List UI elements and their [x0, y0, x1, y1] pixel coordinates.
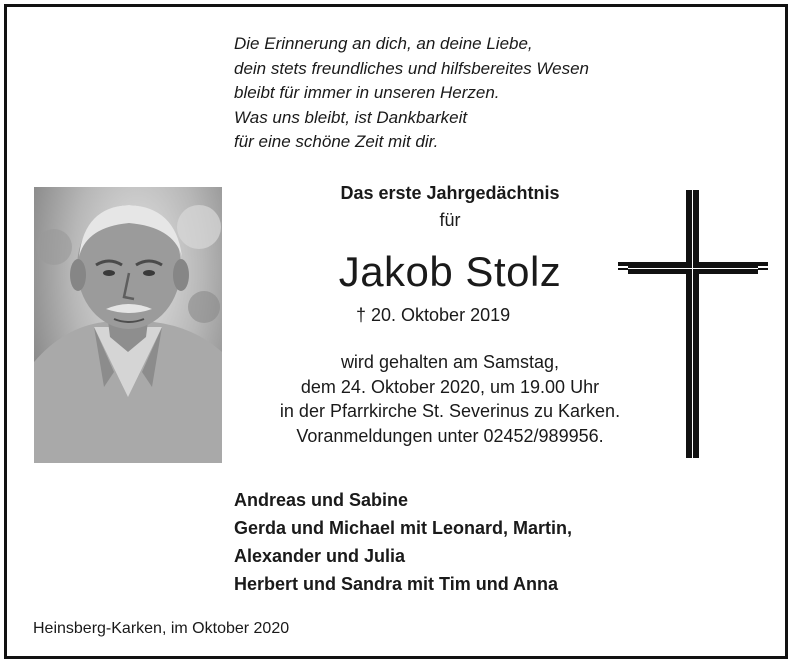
mourner-line: Gerda und Michael mit Leonard, Martin, — [234, 518, 573, 538]
poem-line: dein stets freundliches und hilfsbereites Wesen — [234, 58, 589, 78]
deceased-name: Jakob Stolz — [338, 248, 562, 295]
poem-line: für eine schöne Zeit mit dir. — [234, 132, 439, 151]
place-and-date: Heinsberg-Karken, im Oktober 2020 — [33, 620, 290, 637]
death-date: † 20. Oktober 2019 — [356, 305, 511, 325]
portrait-illustration — [34, 187, 222, 463]
mourner-line: Herbert und Sandra mit Tim und Anna — [234, 574, 559, 594]
poem-line: bleibt für immer in unseren Herzen. — [234, 83, 500, 102]
portrait-photo — [34, 187, 222, 463]
mourner-line: Andreas und Sabine — [234, 490, 409, 510]
service-details — [230, 350, 670, 448]
mourners-list — [234, 486, 572, 598]
anniversary-headline: Das erste Jahrgedächtnis — [340, 183, 560, 203]
service-line: Voranmeldungen unter 02452/989956. — [296, 425, 604, 446]
service-line: in der Pfarrkirche St. Severinus zu Karken. — [279, 401, 621, 421]
mourner-line: Alexander und Julia — [234, 546, 406, 566]
memorial-poem — [234, 32, 589, 155]
service-line: dem 24. Oktober 2020, um 19.00 Uhr — [300, 376, 600, 397]
poem-line: Was uns bleibt, ist Dankbarkeit — [234, 107, 468, 127]
service-line: wird gehalten am Samstag, — [340, 352, 560, 372]
for-label: für — [439, 210, 461, 230]
cross-icon — [618, 190, 768, 460]
poem-line: Die Erinnerung an dich, an deine Liebe, — [234, 34, 533, 53]
